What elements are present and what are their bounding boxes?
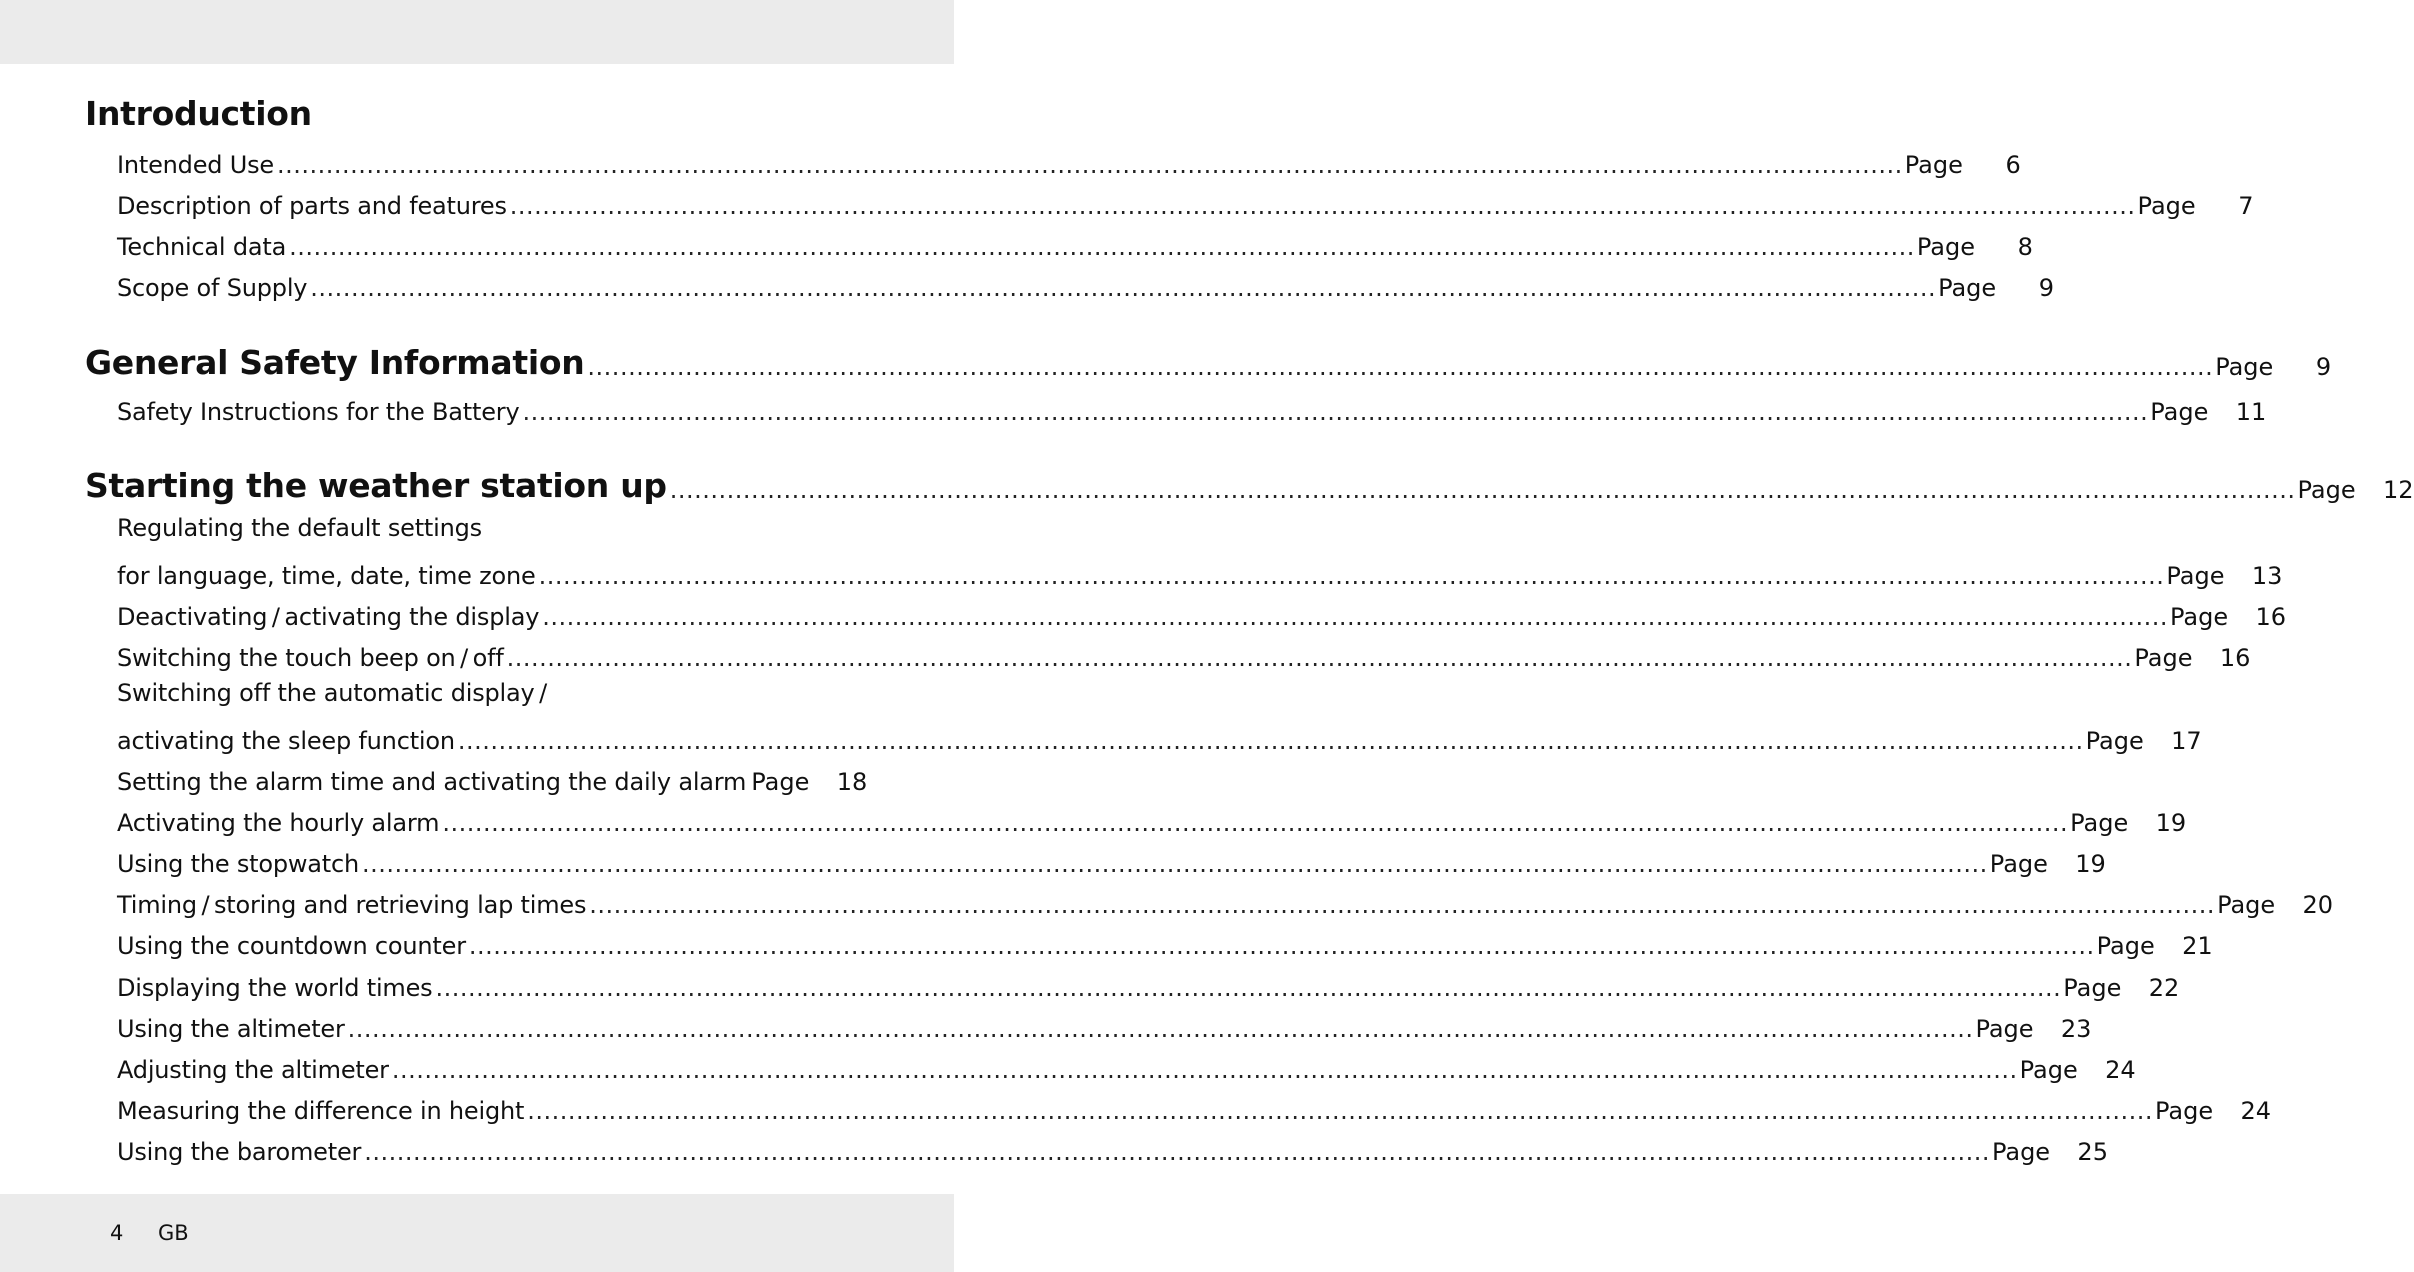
page-number: 16 [2219, 644, 2251, 672]
page-label: Page [1904, 151, 1963, 179]
toc-entry[interactable] [117, 962, 2180, 1002]
toc-entry-title: Using the countdown counter [117, 932, 466, 960]
toc-entry[interactable] [117, 920, 2213, 960]
dot-leader: ........................................................................................................................................................................................................ [506, 644, 2133, 672]
page-number: 24 [2105, 1056, 2136, 1084]
toc-entry[interactable] [117, 879, 2334, 919]
page-label: Page [751, 768, 810, 796]
toc-entry-title: Safety Instructions for the Battery [117, 398, 520, 426]
toc-entry[interactable] [117, 386, 2267, 426]
dot-leader: ........................................................................................................................................................................................................ [589, 891, 2216, 919]
toc-entry-title: Intended Use [117, 151, 274, 179]
toc-entry-title: Using the stopwatch [117, 850, 360, 878]
page-number: 9 [2038, 274, 2055, 302]
dot-leader: ........................................................................................................................................................................................................ [391, 1056, 2018, 1084]
page-number: 16 [2255, 603, 2286, 631]
toc-entry[interactable] [117, 591, 2286, 631]
toc-entry-title: Activating the hourly alarm [117, 809, 440, 837]
toc-entry[interactable] [117, 139, 2021, 179]
dot-leader: ........................................................................................................................................................................................................ [435, 974, 2062, 1002]
toc-entry[interactable] [117, 715, 2202, 755]
toc-entry[interactable] [117, 221, 2033, 261]
page-label: Page [1991, 1138, 2051, 1166]
page-label: Page [2085, 727, 2144, 755]
page-label: Page [2217, 891, 2276, 919]
toc-entry[interactable] [117, 180, 2254, 220]
page-label: Page [1989, 850, 2048, 878]
page-label: Page [2137, 192, 2196, 220]
page-label: Page [2070, 809, 2129, 837]
toc-entry-title-line1: Switching off the automatic display / [117, 679, 548, 707]
page-number: 20 [2302, 891, 2334, 919]
page-number: 9 [2315, 353, 2332, 381]
dot-leader: ........................................................................................................................................................................................................ [538, 562, 2165, 590]
page-number: 24 [2240, 1097, 2271, 1125]
page-label: Page [2019, 1056, 2078, 1084]
dot-leader: ........................................................................................................................................................................................................ [468, 932, 2095, 960]
page-number: 11 [2235, 398, 2267, 426]
toc-entry[interactable] [117, 1126, 2108, 1166]
page-label: Page [2134, 644, 2193, 672]
dot-leader: ........................................................................................................................................................................................................ [522, 398, 2149, 426]
page-label: Page [2150, 398, 2209, 426]
toc-entry-title: Using the altimeter [117, 1015, 345, 1043]
dot-leader: ........................................................................................................................................................................................................ [310, 274, 1937, 302]
toc-section-safety[interactable] [85, 341, 2332, 382]
toc-entry[interactable] [117, 262, 2055, 302]
toc-entry-title: Adjusting the altimeter [117, 1056, 389, 1084]
bottom-band [0, 1194, 954, 1272]
toc-entry[interactable] [117, 1085, 2271, 1125]
page-number: 17 [2171, 727, 2202, 755]
top-band [0, 0, 954, 64]
dot-leader: ........................................................................................................................................................................................................ [442, 809, 2069, 837]
section-heading-safety: General Safety Information [85, 343, 585, 382]
toc-entry-title: Timing / storing and retrieving lap times [117, 891, 587, 919]
page-number: 19 [2155, 809, 2187, 837]
toc-entry[interactable] [117, 838, 2106, 878]
toc-entry-title: Scope of Supply [117, 274, 308, 302]
dot-leader: ........................................................................................................................................................................................................ [527, 1097, 2153, 1125]
toc-entry-title: Using the barometer [117, 1138, 362, 1166]
toc-entry[interactable] [117, 632, 2251, 672]
toc-entry-title: for language, time, date, time zone [117, 562, 536, 590]
page-label: Page [1916, 233, 1975, 261]
page-number: 8 [2017, 233, 2033, 261]
dot-leader: ........................................................................................................................................................................................................ [362, 850, 1988, 878]
page-number: 12 [2382, 476, 2414, 504]
page-label: Page [1938, 274, 1997, 302]
page-label: Page [2096, 932, 2155, 960]
toc-entry-title: Measuring the difference in height [117, 1097, 525, 1125]
footer-page-number: 4 [110, 1221, 124, 1245]
toc-entry-title: Setting the alarm time and activating the daily alarm [117, 768, 747, 796]
toc-entry[interactable] [117, 550, 2283, 590]
page-label: Page [2170, 603, 2229, 631]
page-number: 22 [2148, 974, 2180, 1002]
footer-language: GB [158, 1221, 189, 1245]
toc-entry-title: Deactivating / activating the display [117, 603, 540, 631]
dot-leader: ........................................................................................................................................................................................................ [289, 233, 1915, 261]
page-number: 6 [2005, 151, 2021, 179]
page-label: Page [2063, 974, 2122, 1002]
dot-leader: ........................................................................................................................................................................................................ [587, 353, 2214, 381]
dot-leader: ........................................................................................................................................................................................................ [669, 476, 2296, 504]
section-heading-introduction: Introduction [85, 94, 312, 133]
toc-entry-title: activating the sleep function [117, 727, 455, 755]
toc-entry-title: Description of parts and features [117, 192, 507, 220]
dot-leader: ........................................................................................................................................................................................................ [457, 727, 2084, 755]
page-label: Page [2166, 562, 2225, 590]
page-label: Page [1975, 1015, 2034, 1043]
toc-section-starting[interactable] [85, 464, 2414, 505]
page-number: 13 [2251, 562, 2283, 590]
toc-entry[interactable] [117, 1044, 2136, 1084]
dot-leader: ........................................................................................................................................................................................................ [509, 192, 2136, 220]
toc-entry-title-line1: Regulating the default settings [117, 514, 482, 542]
page-number: 7 [2238, 192, 2254, 220]
page-number: 19 [2075, 850, 2106, 878]
page-number: 18 [836, 768, 868, 796]
dot-leader: ........................................................................................................................................................................................................ [364, 1138, 1990, 1166]
toc-entry-title: Displaying the world times [117, 974, 433, 1002]
page-label: Page [2215, 353, 2274, 381]
section-heading-starting: Starting the weather station up [85, 466, 667, 505]
toc-entry-title: Technical data [117, 233, 287, 261]
page-number: 23 [2060, 1015, 2092, 1043]
page-number: 21 [2182, 932, 2213, 960]
page-number: 25 [2077, 1138, 2108, 1166]
page-label: Page [2154, 1097, 2214, 1125]
dot-leader: ........................................................................................................................................................................................................ [542, 603, 2168, 631]
dot-leader: ........................................................................................................................................................................................................ [276, 151, 1903, 179]
dot-leader: ........................................................................................................................................................................................................ [347, 1015, 1974, 1043]
toc-entry[interactable] [117, 1003, 2092, 1043]
toc-entry[interactable] [117, 797, 2187, 837]
toc-entry[interactable] [117, 756, 868, 796]
toc-entry-title: Switching the touch beep on / off [117, 644, 504, 672]
page-label: Page [2297, 476, 2356, 504]
